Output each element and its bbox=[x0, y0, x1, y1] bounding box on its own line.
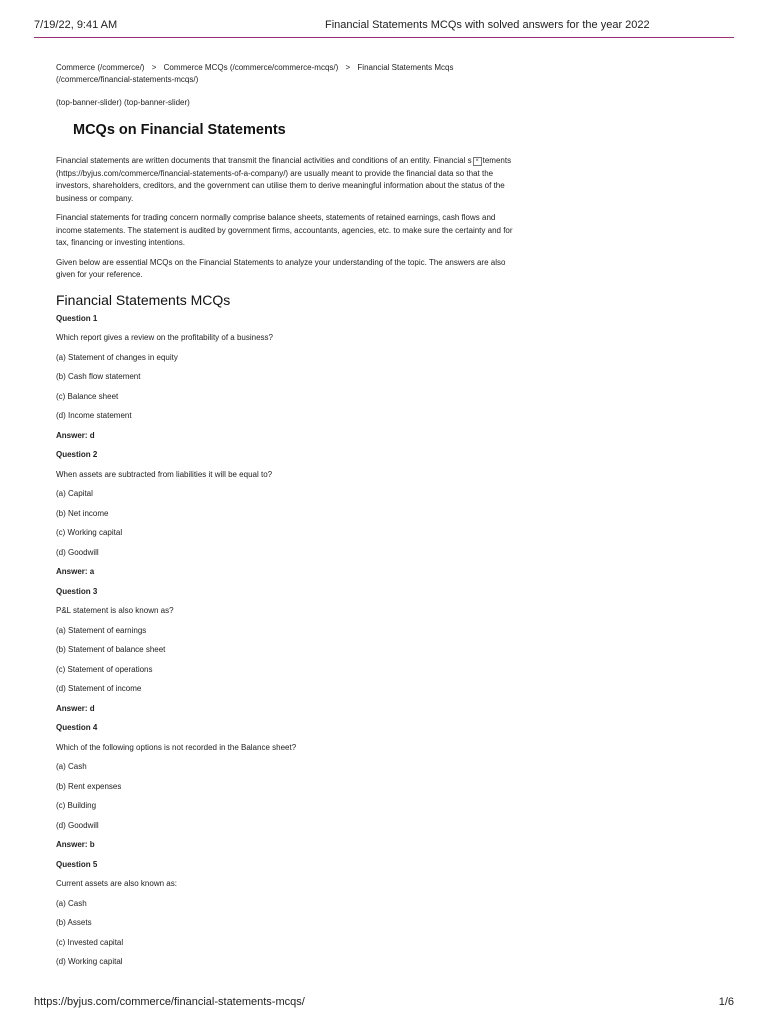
section-title: Financial Statements MCQs bbox=[56, 291, 231, 308]
option: (c) Building bbox=[56, 801, 97, 810]
question-text: When assets are subtracted from liabilities it will be equal to? bbox=[56, 469, 273, 479]
option: (b) Cash flow statement bbox=[56, 372, 141, 381]
question-block bbox=[56, 450, 516, 587]
option: (d) Goodwill bbox=[56, 547, 99, 557]
breadcrumb-link-financial-statements[interactable]: Financial Statements Mcqs (/commerce/financial-statements-mcqs/) bbox=[56, 63, 454, 84]
intro-text-part-2[interactable]: tements (https://byjus.com/commerce/financial-statements-of-a-company/) are usually meant to provide the financial data so that the investors, shareholders, creditors, and the government can utilise them to derive meaningful information about the status of the business or company. bbox=[56, 156, 512, 203]
option: (b) Assets bbox=[56, 918, 92, 927]
intro-paragraph-3: Given below are essential MCQs on the Financial Statements to analyze your understanding of the topic. The answers are also given for your reference. bbox=[56, 257, 506, 279]
question-label: Question 2 bbox=[56, 450, 98, 459]
breadcrumb-separator: > bbox=[345, 63, 351, 72]
answer: Answer: b bbox=[56, 840, 95, 849]
header-rule bbox=[34, 37, 734, 38]
question-text: P&L statement is also known as? bbox=[56, 606, 174, 615]
option: (c) Statement of operations bbox=[56, 664, 153, 674]
option: (a) Statement of earnings bbox=[56, 625, 147, 635]
option: (b) Statement of balance sheet bbox=[56, 645, 166, 654]
question-block bbox=[56, 314, 516, 451]
page-title: MCQs on Financial Statements bbox=[73, 122, 286, 138]
answer: Answer: d bbox=[56, 703, 95, 713]
page-number: 1/6 bbox=[718, 996, 734, 1008]
intro-text-part-1: Financial statements are written documents that transmit the financial activities and conditions of an entity. Financial s bbox=[56, 156, 472, 165]
question-label: Question 5 bbox=[56, 859, 98, 869]
option: (a) Cash bbox=[56, 762, 87, 771]
question-block bbox=[56, 587, 516, 724]
option: (c) Invested capital bbox=[56, 937, 124, 947]
intro-paragraph-2: Financial statements for trading concern normally comprise balance sheets, statements of retained earnings, cash flows and income statements. The statement is audited by government firms, accountants, agencies, etc. to make sure the certainty and for tax, financing or investing intentions. bbox=[56, 213, 513, 247]
intro bbox=[56, 155, 516, 282]
question-block bbox=[56, 723, 516, 860]
option: (a) Statement of changes in equity bbox=[56, 352, 178, 362]
option: (d) Working capital bbox=[56, 957, 123, 966]
breadcrumb-separator: > bbox=[151, 63, 157, 72]
question-block bbox=[56, 860, 516, 968]
option: (b) Net income bbox=[56, 508, 109, 518]
question-text: Current assets are also known as: bbox=[56, 879, 177, 888]
option: (c) Balance sheet bbox=[56, 391, 119, 401]
question-text: Which of the following options is not recorded in the Balance sheet? bbox=[56, 742, 297, 752]
question-label: Question 3 bbox=[56, 586, 98, 596]
breadcrumb bbox=[56, 62, 516, 86]
option: (c) Working capital bbox=[56, 528, 123, 537]
print-header bbox=[34, 16, 734, 38]
page-url: https://byjus.com/commerce/financial-statements-mcqs/ bbox=[34, 996, 305, 1008]
option: (a) Capital bbox=[56, 489, 93, 498]
question-text: Which report gives a review on the profitability of a business? bbox=[56, 333, 273, 342]
option: (d) Statement of income bbox=[56, 684, 142, 693]
close-icon[interactable]: × bbox=[473, 157, 482, 166]
article bbox=[56, 62, 516, 967]
breadcrumb-link-commerce-mcqs[interactable]: Commerce MCQs (/commerce/commerce-mcqs/) bbox=[163, 63, 339, 72]
banner-placeholder: (top-banner-slider) (top-banner-slider) bbox=[56, 98, 190, 107]
answer: Answer: d bbox=[56, 430, 95, 440]
question-label: Question 4 bbox=[56, 723, 98, 732]
option: (b) Rent expenses bbox=[56, 781, 122, 791]
question-list bbox=[56, 314, 516, 968]
option: (d) Goodwill bbox=[56, 820, 99, 830]
intro-paragraph-1 bbox=[56, 155, 516, 205]
print-date: 7/19/22, 9:41 AM bbox=[34, 19, 118, 31]
option: (d) Income statement bbox=[56, 411, 132, 420]
answer: Answer: a bbox=[56, 567, 95, 576]
question-label: Question 1 bbox=[56, 313, 98, 323]
option: (a) Cash bbox=[56, 898, 87, 908]
breadcrumb-link-commerce[interactable]: Commerce (/commerce/) bbox=[56, 63, 145, 72]
print-title: Financial Statements MCQs with solved answers for the year 2022 bbox=[325, 19, 650, 31]
